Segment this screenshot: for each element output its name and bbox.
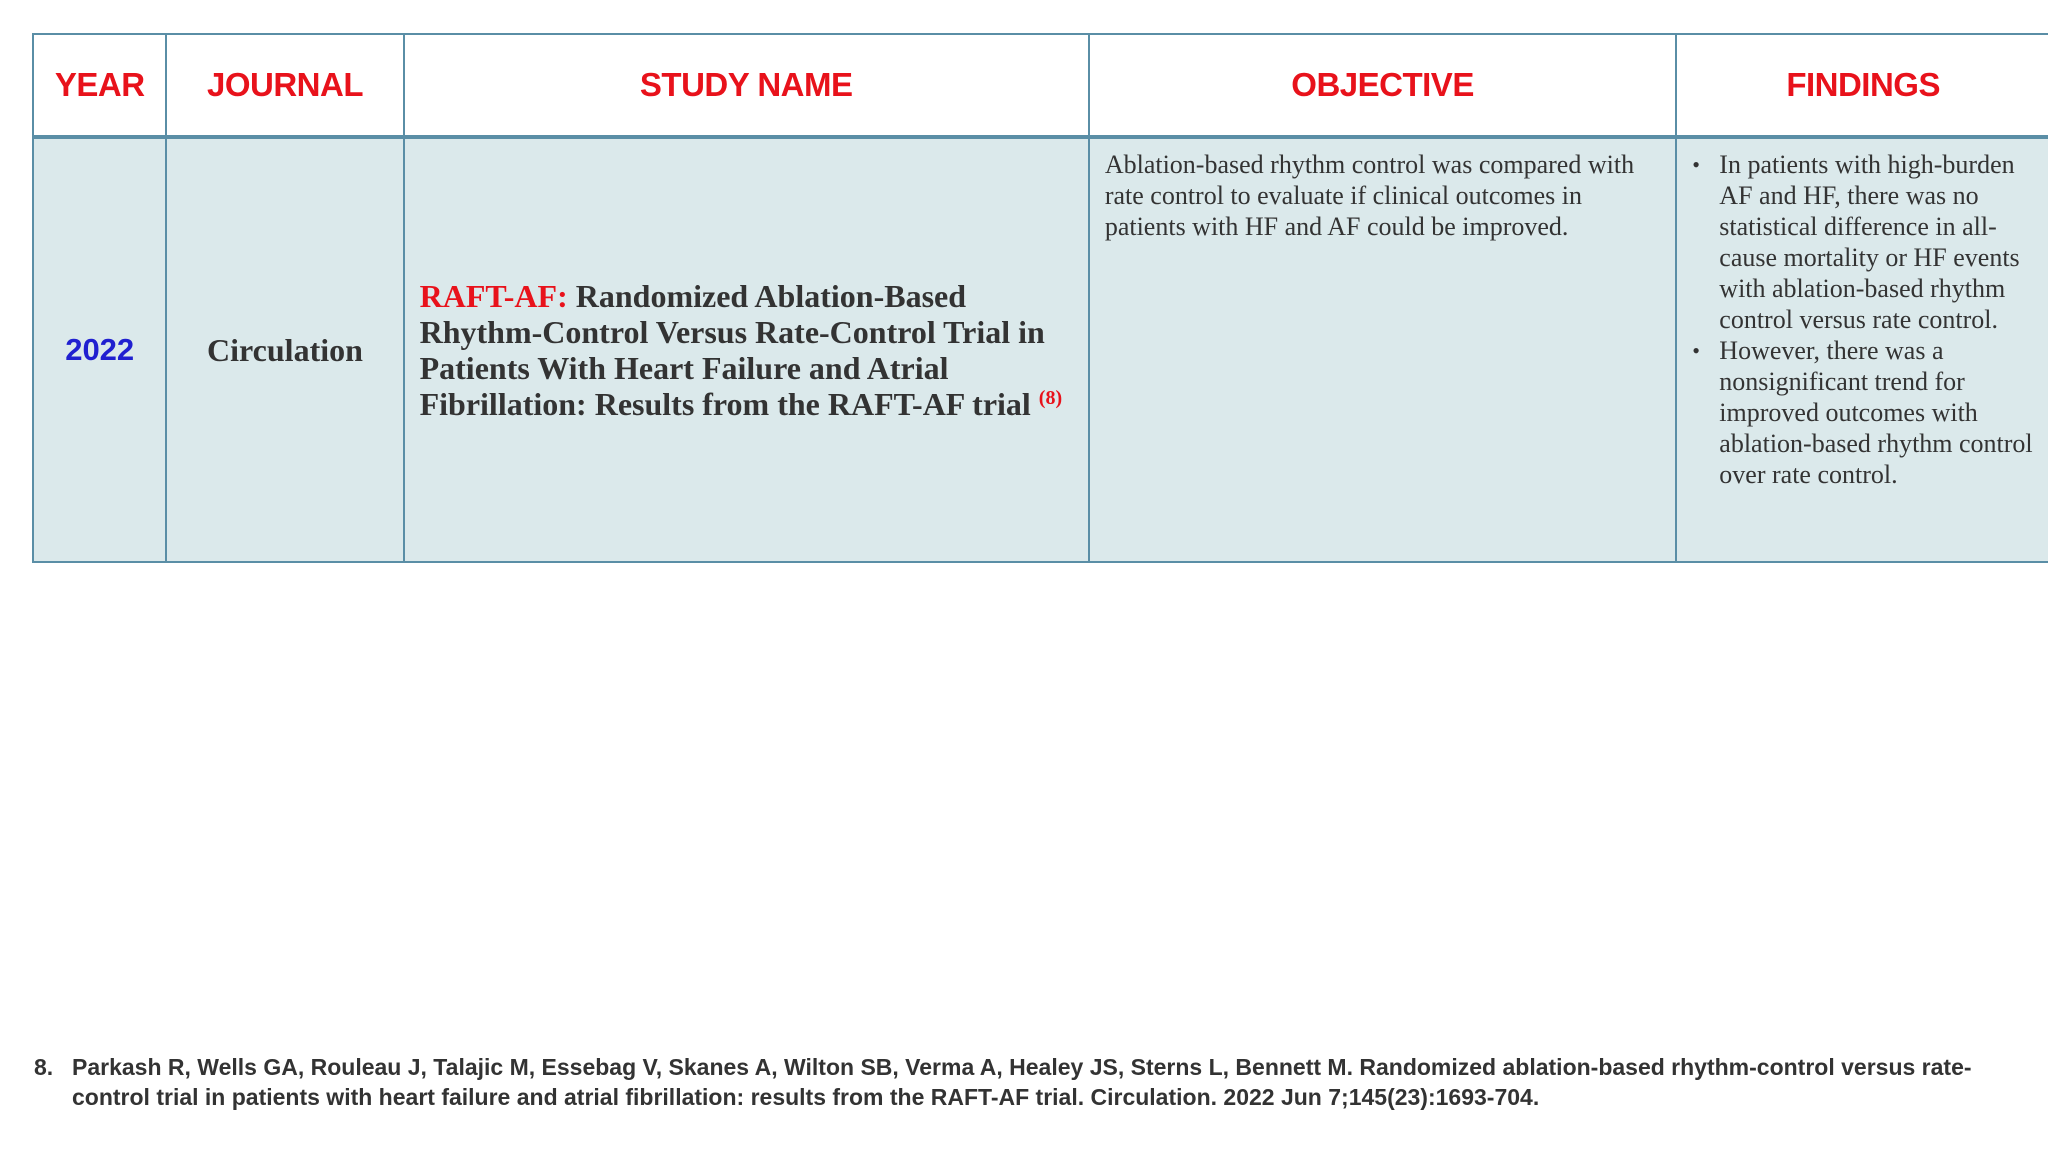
table-body [33, 137, 2048, 562]
cell-findings [1676, 137, 2048, 562]
finding-text: However, there was a nonsignificant trend for improved outcomes with ablation-based rhythm control over rate control. [1719, 336, 2033, 489]
cell-journal: Circulation [166, 137, 403, 562]
study-title: Randomized Ablation-Based Rhythm-Control Versus Rate-Control Trial in Patients With Heart Failure and Atrial Fibrillation: Results from the RAFT-AF trial [419, 278, 1045, 422]
cell-year: 2022 [33, 137, 166, 562]
cell-study-name [404, 137, 1089, 562]
list-item [1689, 335, 2039, 490]
reference-number: 8. [34, 1054, 54, 1080]
study-citation-marker: (8) [1038, 387, 1063, 409]
header-objective: OBJECTIVE [1089, 34, 1676, 137]
bullet-icon: • [1692, 338, 1700, 363]
reference-footnote [34, 1052, 2014, 1112]
header-row [33, 34, 2048, 137]
header-findings: FINDINGS [1676, 34, 2048, 137]
study-table [32, 33, 2048, 563]
bullet-icon: • [1692, 152, 1700, 177]
header-year: YEAR [33, 34, 166, 137]
list-item [1689, 149, 2039, 335]
cell-objective: Ablation-based rhythm control was compared with rate control to evaluate if clinical outcomes in patients with HF and AF could be improved. [1089, 137, 1676, 562]
study-acronym: RAFT-AF: [419, 278, 568, 314]
reference-text: Parkash R, Wells GA, Rouleau J, Talajic M, Essebag V, Skanes A, Wilton SB, Verma A, Healey JS, Sterns L, Bennett M. Randomized ablation-based rhythm-control versus rate-control trial in patients with heart failure and atrial fibrillation: results from the RAFT-AF trial. Circulation. 2022 Jun 7;145(23):1693-704. [72, 1054, 1972, 1110]
findings-list [1689, 149, 2039, 490]
header-journal: JOURNAL [166, 34, 403, 137]
header-study-name: STUDY NAME [404, 34, 1089, 137]
table-header [33, 34, 2048, 137]
table-row [33, 137, 2048, 562]
finding-text: In patients with high-burden AF and HF, there was no statistical difference in all-cause mortality or HF events with ablation-based rhythm control versus rate control. [1719, 150, 2020, 334]
